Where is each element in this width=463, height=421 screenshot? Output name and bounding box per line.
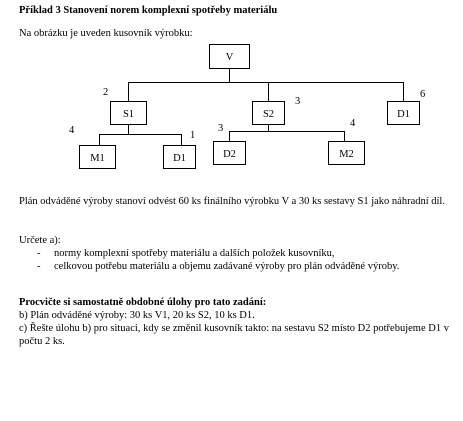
- node-m2-label: M2: [339, 149, 354, 160]
- node-v-label: V: [225, 52, 234, 63]
- qty-s1: 2: [103, 87, 109, 98]
- practice-c: c) Řešte úlohu b) pro situaci, kdy se změnil kusovník takto: na sestavu S2 místo D2 potřebujeme D1 v počtu 2 ks.: [19, 323, 449, 347]
- task-heading: Určete a):: [19, 235, 61, 246]
- node-d1-top-label: D1: [397, 109, 410, 120]
- qty-m1: 4: [69, 125, 75, 136]
- task-item-1: normy komplexní spotřeby materiálu a dalších položek kusovníku,: [54, 248, 335, 259]
- qty-s2: 3: [295, 96, 301, 107]
- node-m1-label: M1: [90, 153, 105, 164]
- qty-d1-s1: 1: [190, 130, 196, 141]
- node-d2-label: D2: [223, 149, 236, 160]
- page-title: Příklad 3 Stanovení norem komplexní spotřeby materiálu: [19, 5, 278, 16]
- intro-text: Na obrázku je uveden kusovník výrobku:: [19, 28, 193, 39]
- qty-d2: 3: [218, 123, 224, 134]
- practice-b: b) Plán odváděné výroby: 30 ks V1, 20 ks S2, 10 ks D1.: [19, 310, 255, 321]
- node-s1-label: S1: [122, 109, 135, 120]
- qty-m2: 4: [350, 118, 356, 129]
- practice-heading: Procvičte si samostatně obdobné úlohy pro tato zadání:: [19, 297, 267, 308]
- node-d1-s1-label: D1: [173, 153, 186, 164]
- plan-paragraph: Plán odváděné výroby stanoví odvést 60 ks finálního výrobku V a 30 ks sestavy S1 jako náhradní díl.: [19, 196, 445, 207]
- dash-marker: -: [37, 261, 41, 272]
- qty-d1-top: 6: [420, 89, 426, 100]
- dash-marker: -: [37, 248, 41, 259]
- bill-of-materials-diagram: [0, 0, 463, 180]
- task-item-2: celkovou potřebu materiálu a objemu zadávané výroby pro plán odváděné výroby.: [54, 261, 400, 272]
- node-s2-label: S2: [262, 109, 275, 120]
